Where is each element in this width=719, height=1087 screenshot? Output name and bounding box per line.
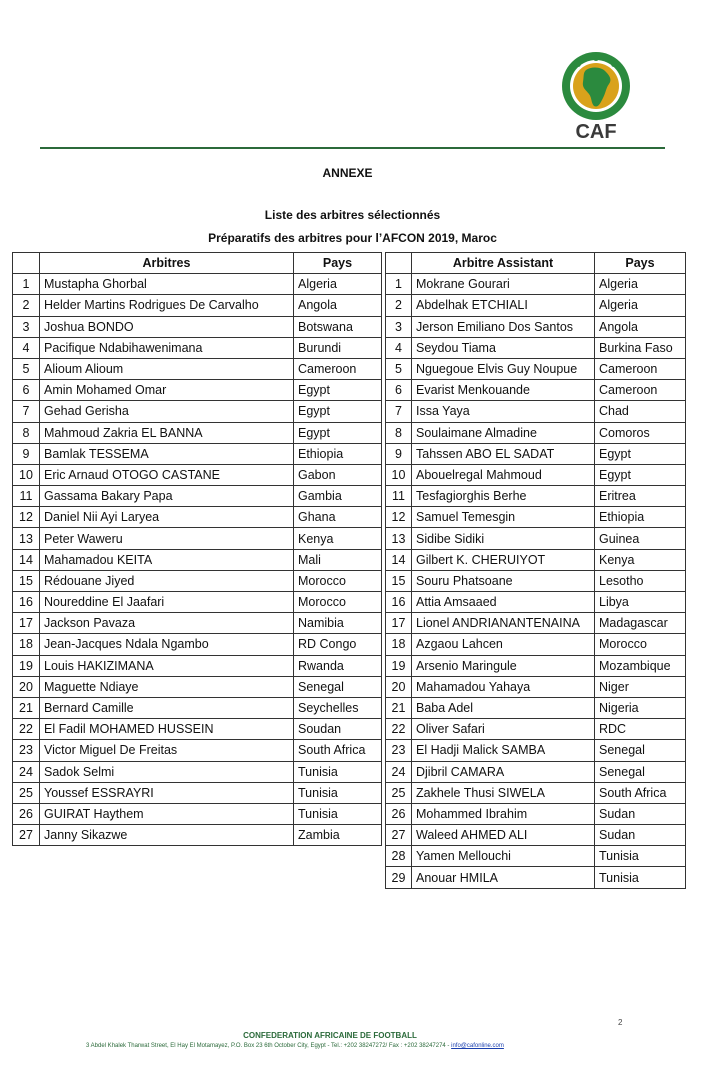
row-name: Daniel Nii Ayi Laryea [40,507,294,528]
row-name: Bernard Camille [40,697,294,718]
row-number: 3 [13,316,40,337]
row-number: 18 [13,634,40,655]
row-name: Waleed AHMED ALI [412,825,595,846]
row-name: Mahamadou Yahaya [412,676,595,697]
row-name: Janny Sikazwe [40,825,294,846]
table-row [386,422,686,443]
row-name: Louis HAKIZIMANA [40,655,294,676]
row-country: South Africa [294,740,382,761]
list-title-text: Liste des arbitres sélectionnés [264,208,441,222]
row-country: Burundi [294,337,382,358]
table-row [13,570,382,591]
table-row [13,719,382,740]
table-row [386,295,686,316]
assistants-header-row [386,253,686,274]
table-row [386,867,686,888]
annexe-heading [0,166,719,180]
page-number: 2 [618,1018,623,1027]
row-name: Mohammed Ibrahim [412,803,595,824]
row-name: Sidibe Sidiki [412,528,595,549]
row-country: Morocco [294,570,382,591]
table-row [13,634,382,655]
row-name: Maguette Ndiaye [40,676,294,697]
logo-text: CAF [575,121,617,142]
table-row [386,634,686,655]
row-country: Morocco [294,592,382,613]
row-number: 9 [13,443,40,464]
row-name: Azgaou Lahcen [412,634,595,655]
row-number: 2 [386,295,412,316]
row-country: Mozambique [595,655,686,676]
row-name: Seydou Tiama [412,337,595,358]
row-number: 19 [386,655,412,676]
table-row [386,740,686,761]
row-name: Yamen Mellouchi [412,846,595,867]
row-number: 29 [386,867,412,888]
table-row [386,380,686,401]
row-name: Mahmoud Zakria EL BANNA [40,422,294,443]
table-row [13,274,382,295]
row-country: Angola [294,295,382,316]
table-row [13,316,382,337]
caf-emblem-icon [556,48,636,142]
table-row [386,655,686,676]
row-name: Attia Amsaaed [412,592,595,613]
footer-email-link[interactable]: info@cafonline.com [451,1043,504,1049]
row-name: Alioum Alioum [40,358,294,379]
row-name: Mokrane Gourari [412,274,595,295]
row-country: Zambia [294,825,382,846]
row-country: Cameroon [294,358,382,379]
row-name: Abdelhak ETCHIALI [412,295,595,316]
table-row [386,358,686,379]
row-name: Peter Waweru [40,528,294,549]
row-country: Egypt [595,443,686,464]
row-name: Mustapha Ghorbal [40,274,294,295]
row-number: 20 [13,676,40,697]
row-name: Rédouane Jiyed [40,570,294,591]
row-number: 10 [13,464,40,485]
row-country: Algeria [595,295,686,316]
row-country: Libya [595,592,686,613]
row-country: Burkina Faso [595,337,686,358]
row-name: Gehad Gerisha [40,401,294,422]
row-name: Joshua BONDO [40,316,294,337]
row-country: Senegal [595,761,686,782]
table-row [13,825,382,846]
row-country: Senegal [294,676,382,697]
referees-header-row [13,253,382,274]
row-number: 21 [386,697,412,718]
row-country: Kenya [595,549,686,570]
table-row [13,782,382,803]
table-row [13,380,382,401]
row-name: El Hadji Malick SAMBA [412,740,595,761]
row-country: South Africa [595,782,686,803]
table-row [13,295,382,316]
table-row [13,464,382,485]
table-row [13,337,382,358]
table-row [13,697,382,718]
assistants-table [385,252,686,889]
row-number: 1 [13,274,40,295]
table-row [13,528,382,549]
table-row [13,507,382,528]
row-number: 17 [13,613,40,634]
row-name: Zakhele Thusi SIWELA [412,782,595,803]
row-country: Angola [595,316,686,337]
table-row [13,655,382,676]
row-name: Evarist Menkouande [412,380,595,401]
row-number: 13 [386,528,412,549]
row-country: Seychelles [294,697,382,718]
row-country: Mali [294,549,382,570]
row-number: 19 [13,655,40,676]
row-name: Tesfagiorghis Berhe [412,486,595,507]
row-number: 12 [13,507,40,528]
row-number: 7 [386,401,412,422]
table-row [386,528,686,549]
table-row [386,549,686,570]
footer-address-line [86,1043,504,1049]
annexe-text: ANNEXE [322,166,373,180]
table-row [386,676,686,697]
row-name: Tahssen ABO EL SADAT [412,443,595,464]
row-name: Anouar HMILA [412,867,595,888]
caf-logo [556,48,636,142]
row-name: Lionel ANDRIANANTENAINA [412,613,595,634]
table-row [13,358,382,379]
row-number: 13 [13,528,40,549]
row-name: GUIRAT Haythem [40,803,294,824]
table-row [13,803,382,824]
row-country: Tunisia [294,761,382,782]
row-number: 23 [386,740,412,761]
footer-address: 3 Abdel Khalek Tharwat Street, El Hay El Motamayez, P.O. Box 23 6th October City, Egypt - Tel.: +202 38247272/ Fax : +202 38247274 - [86,1043,450,1049]
row-country: Gambia [294,486,382,507]
row-name: Amin Mohamed Omar [40,380,294,401]
row-country: Sudan [595,825,686,846]
row-number: 27 [13,825,40,846]
list-subtitle-text: Préparatifs des arbitres pour l’AFCON 2019, Maroc [208,231,497,245]
row-country: Egypt [294,380,382,401]
row-name: Arsenio Maringule [412,655,595,676]
row-number: 9 [386,443,412,464]
row-number: 8 [386,422,412,443]
table-row [386,719,686,740]
referees-name-header: Arbitres [40,253,294,274]
row-number: 23 [13,740,40,761]
row-number: 11 [386,486,412,507]
list-subtitle [0,231,719,245]
row-number: 11 [13,486,40,507]
row-number: 12 [386,507,412,528]
assistants-country-header: Pays [595,253,686,274]
row-name: Jean-Jacques Ndala Ngambo [40,634,294,655]
row-country: Botswana [294,316,382,337]
row-number: 16 [13,592,40,613]
table-row [386,592,686,613]
row-number: 3 [386,316,412,337]
row-country: Rwanda [294,655,382,676]
row-country: Algeria [595,274,686,295]
row-name: Samuel Temesgin [412,507,595,528]
row-country: Tunisia [595,867,686,888]
row-country: Guinea [595,528,686,549]
table-row [386,761,686,782]
table-row [13,486,382,507]
table-row [386,846,686,867]
row-country: Cameroon [595,380,686,401]
table-row [386,803,686,824]
table-row [386,401,686,422]
row-name: Abouelregal Mahmoud [412,464,595,485]
table-row [386,507,686,528]
row-name: Sadok Selmi [40,761,294,782]
row-country: Chad [595,401,686,422]
row-name: Djibril CAMARA [412,761,595,782]
row-country: Gabon [294,464,382,485]
row-number: 4 [386,337,412,358]
table-row [386,613,686,634]
row-name: Gassama Bakary Papa [40,486,294,507]
row-country: Nigeria [595,697,686,718]
row-number: 22 [386,719,412,740]
row-country: Soudan [294,719,382,740]
row-number: 15 [386,570,412,591]
row-country: Eritrea [595,486,686,507]
row-name: Oliver Safari [412,719,595,740]
row-country: Lesotho [595,570,686,591]
table-row [13,422,382,443]
row-number: 24 [13,761,40,782]
row-country: Comoros [595,422,686,443]
row-name: Pacifique Ndabihawenimana [40,337,294,358]
table-row [386,570,686,591]
row-number: 10 [386,464,412,485]
row-country: Egypt [595,464,686,485]
row-country: Tunisia [294,782,382,803]
row-number: 28 [386,846,412,867]
row-number: 24 [386,761,412,782]
row-country: Senegal [595,740,686,761]
row-name: Victor Miguel De Freitas [40,740,294,761]
assistants-name-header: Arbitre Assistant [412,253,595,274]
row-name: Jackson Pavaza [40,613,294,634]
table-row [386,825,686,846]
list-title [0,208,719,222]
row-number: 6 [386,380,412,401]
row-country: Ghana [294,507,382,528]
assistants-num-header [386,253,412,274]
row-number: 6 [13,380,40,401]
table-row [386,486,686,507]
table-row [13,676,382,697]
table-row [386,782,686,803]
row-number: 27 [386,825,412,846]
row-number: 14 [13,549,40,570]
table-row [386,337,686,358]
row-country: Ethiopia [294,443,382,464]
row-country: Algeria [294,274,382,295]
row-name: Baba Adel [412,697,595,718]
referees-num-header [13,253,40,274]
referees-table [12,252,382,846]
table-row [386,443,686,464]
row-number: 25 [13,782,40,803]
table-row [13,549,382,570]
table-row [386,697,686,718]
row-country: Sudan [595,803,686,824]
row-name: Soulaimane Almadine [412,422,595,443]
header-divider [40,147,665,149]
row-number: 5 [13,358,40,379]
row-name: Helder Martins Rodrigues De Carvalho [40,295,294,316]
row-number: 5 [386,358,412,379]
table-row [386,316,686,337]
table-row [13,740,382,761]
row-number: 17 [386,613,412,634]
table-row [13,613,382,634]
row-number: 15 [13,570,40,591]
row-name: Mahamadou KEITA [40,549,294,570]
row-country: RD Congo [294,634,382,655]
row-number: 7 [13,401,40,422]
row-country: Namibia [294,613,382,634]
row-name: Noureddine El Jaafari [40,592,294,613]
row-name: Issa Yaya [412,401,595,422]
row-country: Egypt [294,422,382,443]
row-country: Madagascar [595,613,686,634]
row-country: Cameroon [595,358,686,379]
table-row [13,401,382,422]
row-name: Youssef ESSRAYRI [40,782,294,803]
footer-organization: CONFEDERATION AFRICAINE DE FOOTBALL [243,1031,417,1040]
row-number: 18 [386,634,412,655]
row-number: 22 [13,719,40,740]
row-number: 26 [386,803,412,824]
row-number: 26 [13,803,40,824]
row-name: Souru Phatsoane [412,570,595,591]
row-name: El Fadil MOHAMED HUSSEIN [40,719,294,740]
row-number: 25 [386,782,412,803]
row-country: Morocco [595,634,686,655]
row-country: Ethiopia [595,507,686,528]
row-number: 20 [386,676,412,697]
row-name: Eric Arnaud OTOGO CASTANE [40,464,294,485]
assistants-body [386,274,686,888]
row-country: Egypt [294,401,382,422]
referees-country-header: Pays [294,253,382,274]
row-number: 4 [13,337,40,358]
row-number: 8 [13,422,40,443]
row-country: Niger [595,676,686,697]
row-number: 2 [13,295,40,316]
row-country: Tunisia [595,846,686,867]
table-row [386,464,686,485]
row-country: Tunisia [294,803,382,824]
row-country: Kenya [294,528,382,549]
table-row [13,443,382,464]
row-number: 1 [386,274,412,295]
row-name: Nguegoue Elvis Guy Noupue [412,358,595,379]
row-number: 21 [13,697,40,718]
referees-body [13,274,382,846]
row-name: Bamlak TESSEMA [40,443,294,464]
row-country: RDC [595,719,686,740]
row-number: 14 [386,549,412,570]
table-row [13,592,382,613]
table-row [13,761,382,782]
row-number: 16 [386,592,412,613]
row-name: Gilbert K. CHERUIYOT [412,549,595,570]
table-row [386,274,686,295]
row-name: Jerson Emiliano Dos Santos [412,316,595,337]
